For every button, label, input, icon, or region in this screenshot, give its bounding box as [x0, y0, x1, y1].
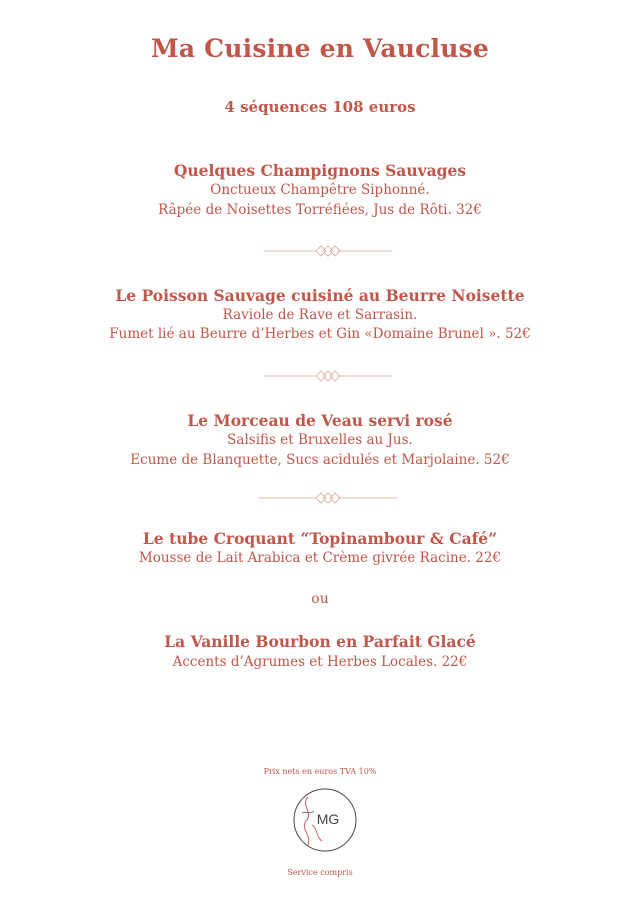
- dish-1-desc-line-1: Onctueux Champêtre Siphonné.: [210, 182, 430, 198]
- dish-3-name: Le Morceau de Veau servi rosé: [187, 411, 453, 430]
- dish-3-desc-line-2: Ecume de Blanquette, Sucs acidulés et Marjolaine. 52€: [130, 452, 510, 468]
- menu-subtitle: 4 séquences 108 euros: [224, 98, 416, 116]
- dish-1-name: Quelques Champignons Sauvages: [173, 161, 467, 180]
- dish-3-desc-line-1: Salsifis et Bruxelles au Jus.: [227, 432, 413, 448]
- dish-5-name: La Vanille Bourbon en Parfait Glacé: [164, 632, 476, 651]
- ornament-divider-2: [0, 369, 640, 383]
- logo-initials: MG: [316, 811, 340, 827]
- or-separator: ou: [311, 591, 329, 607]
- dish-2-name: Le Poisson Sauvage cuisiné au Beurre Noisette: [115, 286, 525, 305]
- ornament-divider-1: [0, 244, 640, 258]
- dish-1-desc-line-2: Râpée de Noisettes Torréfiées, Jus de Rôti. 32€: [158, 202, 482, 218]
- dish-4-desc-line-1: Mousse de Lait Arabica et Crème givrée Racine. 22€: [138, 550, 502, 566]
- dish-2-desc-line-2: Fumet lié au Beurre d’Herbes et Gin «Domaine Brunel ». 52€: [109, 326, 531, 342]
- mg-logo-icon: [290, 785, 360, 855]
- service-note: Service compris: [287, 868, 353, 877]
- prices-note: Prix nets en euros TVA 10%: [263, 767, 377, 776]
- dish-4-name: Le tube Croquant “Topinambour & Café”: [142, 529, 498, 548]
- dish-5-desc-line-1: Accents d’Agrumes et Herbes Locales. 22€: [172, 654, 468, 670]
- ornament-divider-3: [0, 491, 640, 505]
- menu-title: Ma Cuisine en Vaucluse: [150, 34, 490, 63]
- dish-2-desc-line-1: Raviole de Rave et Sarrasin.: [222, 307, 418, 323]
